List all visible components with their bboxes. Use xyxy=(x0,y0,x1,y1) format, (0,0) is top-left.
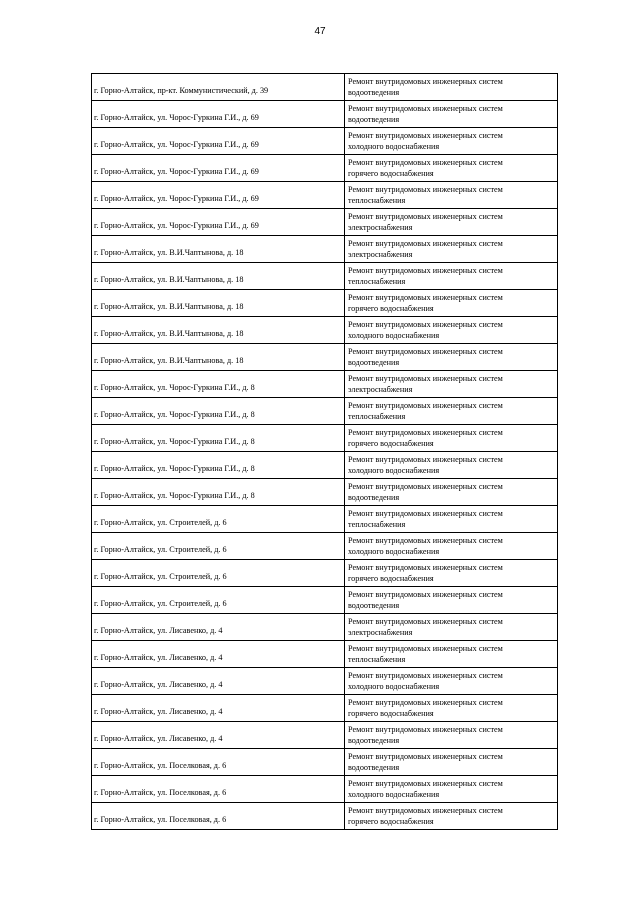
work-type-line: Ремонт внутридомовых инженерных систем xyxy=(348,158,503,167)
work-type-line: Ремонт внутридомовых инженерных систем xyxy=(348,617,503,626)
work-type-cell xyxy=(345,479,558,506)
table-row xyxy=(92,290,558,317)
work-type-cell xyxy=(345,749,558,776)
address-cell: г. Горно-Алтайск, ул. Строителей, д. 6 xyxy=(92,560,345,587)
work-type-cell xyxy=(345,614,558,641)
work-type-cell xyxy=(345,560,558,587)
work-type-cell xyxy=(345,317,558,344)
work-type-line: холодного водоснабжения xyxy=(348,142,440,151)
work-type-line: Ремонт внутридомовых инженерных систем xyxy=(348,671,503,680)
work-type-line: водоотведения xyxy=(348,736,400,745)
address-cell: г. Горно-Алтайск, ул. Лисавенко, д. 4 xyxy=(92,695,345,722)
table-row xyxy=(92,344,558,371)
address-cell: г. Горно-Алтайск, ул. Чорос-Гуркина Г.И., д. 8 xyxy=(92,452,345,479)
address-cell: г. Горно-Алтайск, ул. Поселковая, д. 6 xyxy=(92,803,345,830)
table-row xyxy=(92,371,558,398)
table-row xyxy=(92,533,558,560)
work-type-cell xyxy=(345,695,558,722)
work-type-cell xyxy=(345,371,558,398)
work-type-line: Ремонт внутридомовых инженерных систем xyxy=(348,590,503,599)
work-type-cell xyxy=(345,641,558,668)
work-type-line: горячего водоснабжения xyxy=(348,169,434,178)
work-type-line: теплоснабжения xyxy=(348,520,406,529)
work-type-line: Ремонт внутридомовых инженерных систем xyxy=(348,536,503,545)
work-type-line: горячего водоснабжения xyxy=(348,439,434,448)
works-table xyxy=(91,73,558,830)
work-type-cell xyxy=(345,182,558,209)
work-type-cell xyxy=(345,776,558,803)
table-row xyxy=(92,263,558,290)
address-cell: г. Горно-Алтайск, ул. Чорос-Гуркина Г.И., д. 8 xyxy=(92,398,345,425)
work-type-line: водоотведения xyxy=(348,358,400,367)
work-type-line: Ремонт внутридомовых инженерных систем xyxy=(348,482,503,491)
address-cell: г. Горно-Алтайск, ул. В.И.Чаптынова, д. 18 xyxy=(92,290,345,317)
table-row xyxy=(92,614,558,641)
work-type-cell xyxy=(345,263,558,290)
address-cell: г. Горно-Алтайск, ул. Поселковая, д. 6 xyxy=(92,749,345,776)
work-type-cell xyxy=(345,209,558,236)
work-type-cell xyxy=(345,344,558,371)
work-type-line: холодного водоснабжения xyxy=(348,547,440,556)
work-type-cell xyxy=(345,533,558,560)
table-row xyxy=(92,425,558,452)
work-type-cell xyxy=(345,290,558,317)
work-type-cell xyxy=(345,803,558,830)
work-type-line: холодного водоснабжения xyxy=(348,790,440,799)
work-type-line: Ремонт внутридомовых инженерных систем xyxy=(348,131,503,140)
work-type-cell xyxy=(345,101,558,128)
work-type-line: Ремонт внутридомовых инженерных систем xyxy=(348,455,503,464)
work-type-line: Ремонт внутридомовых инженерных систем xyxy=(348,347,503,356)
table-row xyxy=(92,317,558,344)
address-cell: г. Горно-Алтайск, ул. В.И.Чаптынова, д. 18 xyxy=(92,317,345,344)
table-row xyxy=(92,560,558,587)
work-type-line: Ремонт внутридомовых инженерных систем xyxy=(348,374,503,383)
work-type-cell xyxy=(345,452,558,479)
address-cell: г. Горно-Алтайск, ул. Чорос-Гуркина Г.И., д. 69 xyxy=(92,155,345,182)
table-row xyxy=(92,641,558,668)
work-type-line: Ремонт внутридомовых инженерных систем xyxy=(348,77,503,86)
table-row xyxy=(92,695,558,722)
work-type-line: электроснабжения xyxy=(348,250,413,259)
address-cell: г. Горно-Алтайск, ул. Чорос-Гуркина Г.И., д. 8 xyxy=(92,479,345,506)
work-type-line: Ремонт внутридомовых инженерных систем xyxy=(348,644,503,653)
table-row xyxy=(92,668,558,695)
work-type-line: теплоснабжения xyxy=(348,196,406,205)
address-cell: г. Горно-Алтайск, ул. Чорос-Гуркина Г.И., д. 8 xyxy=(92,425,345,452)
work-type-line: Ремонт внутридомовых инженерных систем xyxy=(348,563,503,572)
address-cell: г. Горно-Алтайск, ул. Строителей, д. 6 xyxy=(92,533,345,560)
work-type-line: холодного водоснабжения xyxy=(348,466,440,475)
work-type-line: Ремонт внутридомовых инженерных систем xyxy=(348,239,503,248)
table-row xyxy=(92,479,558,506)
work-type-line: холодного водоснабжения xyxy=(348,331,440,340)
work-type-line: водоотведения xyxy=(348,88,400,97)
work-type-line: горячего водоснабжения xyxy=(348,574,434,583)
work-type-line: электроснабжения xyxy=(348,628,413,637)
address-cell: г. Горно-Алтайск, ул. Строителей, д. 6 xyxy=(92,506,345,533)
work-type-line: теплоснабжения xyxy=(348,655,406,664)
work-type-line: Ремонт внутридомовых инженерных систем xyxy=(348,509,503,518)
work-type-line: Ремонт внутридомовых инженерных систем xyxy=(348,779,503,788)
table-row xyxy=(92,398,558,425)
work-type-line: горячего водоснабжения xyxy=(348,304,434,313)
table-row xyxy=(92,776,558,803)
work-type-cell xyxy=(345,155,558,182)
table-row xyxy=(92,182,558,209)
table-row xyxy=(92,722,558,749)
table-row xyxy=(92,128,558,155)
work-type-cell xyxy=(345,668,558,695)
work-type-line: водоотведения xyxy=(348,763,400,772)
work-type-line: водоотведения xyxy=(348,115,400,124)
table-row xyxy=(92,506,558,533)
address-cell: г. Горно-Алтайск, ул. Лисавенко, д. 4 xyxy=(92,614,345,641)
table-row xyxy=(92,452,558,479)
address-cell: г. Горно-Алтайск, ул. Лисавенко, д. 4 xyxy=(92,641,345,668)
works-table-body xyxy=(92,74,558,830)
work-type-line: Ремонт внутридомовых инженерных систем xyxy=(348,212,503,221)
work-type-cell xyxy=(345,425,558,452)
work-type-line: Ремонт внутридомовых инженерных систем xyxy=(348,806,503,815)
table-row xyxy=(92,209,558,236)
work-type-line: Ремонт внутридомовых инженерных систем xyxy=(348,320,503,329)
address-cell: г. Горно-Алтайск, ул. В.И.Чаптынова, д. 18 xyxy=(92,344,345,371)
work-type-cell xyxy=(345,236,558,263)
work-type-line: водоотведения xyxy=(348,601,400,610)
work-type-line: теплоснабжения xyxy=(348,277,406,286)
page-number: 47 xyxy=(314,26,326,37)
address-cell: г. Горно-Алтайск, ул. Чорос-Гуркина Г.И., д. 69 xyxy=(92,182,345,209)
work-type-line: Ремонт внутридомовых инженерных систем xyxy=(348,104,503,113)
work-type-cell xyxy=(345,587,558,614)
work-type-cell xyxy=(345,506,558,533)
work-type-line: горячего водоснабжения xyxy=(348,709,434,718)
work-type-cell xyxy=(345,128,558,155)
address-cell: г. Горно-Алтайск, ул. В.И.Чаптынова, д. 18 xyxy=(92,263,345,290)
address-cell: г. Горно-Алтайск, ул. Лисавенко, д. 4 xyxy=(92,722,345,749)
address-cell: г. Горно-Алтайск, ул. В.И.Чаптынова, д. 18 xyxy=(92,236,345,263)
address-cell: г. Горно-Алтайск, пр-кт. Коммунистический, д. 39 xyxy=(92,74,345,101)
table-row xyxy=(92,155,558,182)
table-row xyxy=(92,101,558,128)
address-cell: г. Горно-Алтайск, ул. Строителей, д. 6 xyxy=(92,587,345,614)
address-cell: г. Горно-Алтайск, ул. Чорос-Гуркина Г.И., д. 69 xyxy=(92,128,345,155)
address-cell: г. Горно-Алтайск, ул. Чорос-Гуркина Г.И., д. 8 xyxy=(92,371,345,398)
work-type-line: Ремонт внутридомовых инженерных систем xyxy=(348,752,503,761)
work-type-line: Ремонт внутридомовых инженерных систем xyxy=(348,698,503,707)
work-type-cell xyxy=(345,74,558,101)
work-type-line: Ремонт внутридомовых инженерных систем xyxy=(348,185,503,194)
work-type-line: водоотведения xyxy=(348,493,400,502)
address-cell: г. Горно-Алтайск, ул. Поселковая, д. 6 xyxy=(92,776,345,803)
work-type-line: электроснабжения xyxy=(348,223,413,232)
table-row xyxy=(92,236,558,263)
work-type-line: горячего водоснабжения xyxy=(348,817,434,826)
address-cell: г. Горно-Алтайск, ул. Чорос-Гуркина Г.И., д. 69 xyxy=(92,209,345,236)
work-type-line: Ремонт внутридомовых инженерных систем xyxy=(348,428,503,437)
address-cell: г. Горно-Алтайск, ул. Лисавенко, д. 4 xyxy=(92,668,345,695)
table-row xyxy=(92,749,558,776)
work-type-line: электроснабжения xyxy=(348,385,413,394)
table-row xyxy=(92,587,558,614)
work-type-line: холодного водоснабжения xyxy=(348,682,440,691)
work-type-line: теплоснабжения xyxy=(348,412,406,421)
address-cell: г. Горно-Алтайск, ул. Чорос-Гуркина Г.И., д. 69 xyxy=(92,101,345,128)
work-type-line: Ремонт внутридомовых инженерных систем xyxy=(348,725,503,734)
work-type-line: Ремонт внутридомовых инженерных систем xyxy=(348,293,503,302)
work-type-line: Ремонт внутридомовых инженерных систем xyxy=(348,266,503,275)
work-type-cell xyxy=(345,398,558,425)
table-row xyxy=(92,74,558,101)
work-type-line: Ремонт внутридомовых инженерных систем xyxy=(348,401,503,410)
table-row xyxy=(92,803,558,830)
work-type-cell xyxy=(345,722,558,749)
